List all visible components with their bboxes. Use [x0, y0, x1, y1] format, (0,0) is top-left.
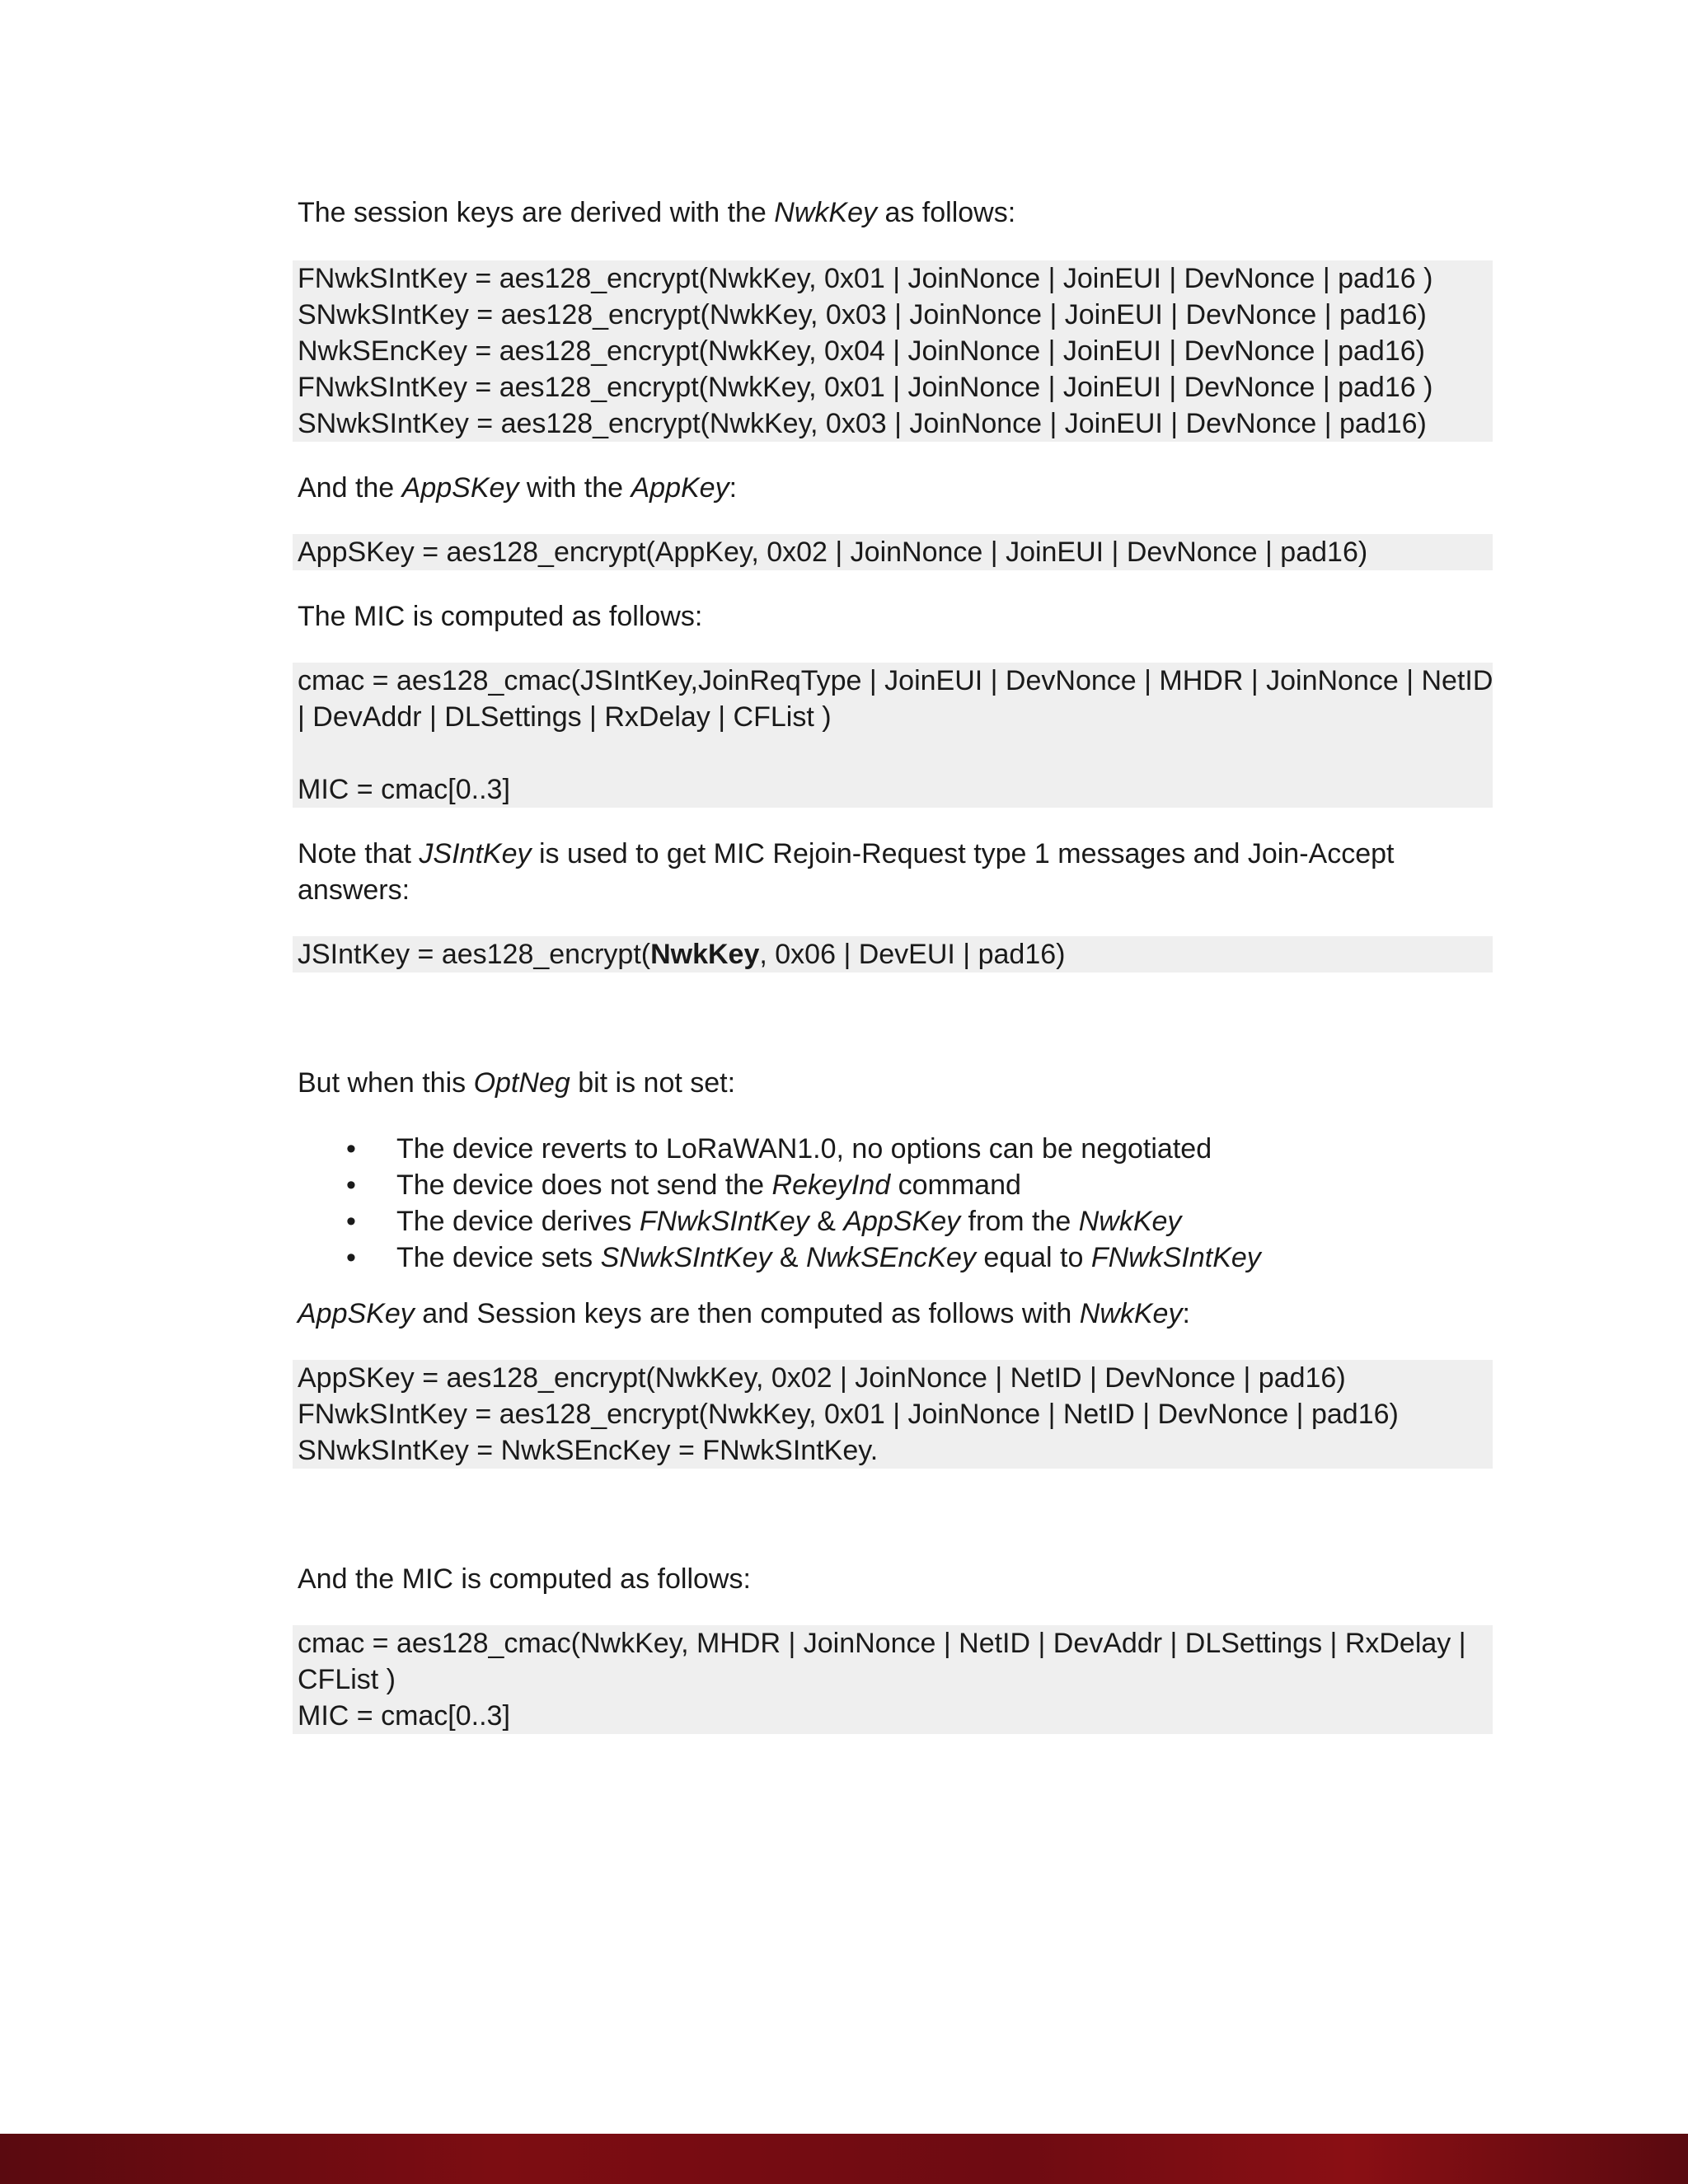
- bullet-text: The device sets: [396, 1242, 601, 1273]
- code-line: cmac = aes128_cmac(JSIntKey,JoinReqType | JoinEUI | DevNonce | MHDR | JoinNonce | NetID: [298, 665, 1493, 696]
- code-line: AppSKey = aes128_encrypt(NwkKey, 0x02 | JoinNonce | NetID | DevNonce | pad16): [298, 1362, 1346, 1394]
- list-item: [298, 1203, 1493, 1240]
- optneg-keys-code-block: [293, 1360, 1493, 1469]
- code-line: SNwkSIntKey = aes128_encrypt(NwkKey, 0x03 | JoinNonce | JoinEUI | DevNonce | pad16): [298, 408, 1427, 439]
- mic2-code-block: [293, 1625, 1493, 1734]
- jsintkey-note: [298, 836, 1451, 908]
- mic-intro: The MIC is computed as follows:: [298, 601, 703, 632]
- bullet-snwksintkey: SNwkSIntKey: [600, 1242, 772, 1273]
- jsintkey-note-text-1: Note that: [298, 838, 420, 869]
- list-item: [298, 1131, 1493, 1167]
- appskey-intro-text-3: :: [729, 472, 738, 504]
- code-line: cmac = aes128_cmac(NwkKey, MHDR | JoinNonce | NetID | DevAddr | DLSettings | RxDelay |: [298, 1628, 1466, 1659]
- optneg-keys-text-2: :: [1182, 1298, 1190, 1329]
- optneg-intro-optneg: OptNeg: [473, 1067, 570, 1099]
- bullet-nwksenckey: NwkSEncKey: [806, 1242, 976, 1273]
- bullet-text: &: [809, 1206, 844, 1237]
- optneg-keys-nwkkey: NwkKey: [1079, 1298, 1183, 1329]
- optneg-keys-intro: [298, 1296, 1493, 1332]
- code-line: FNwkSIntKey = aes128_encrypt(NwkKey, 0x01 | JoinNonce | JoinEUI | DevNonce | pad16 ): [298, 372, 1433, 403]
- appskey-intro-appskey: AppSKey: [401, 472, 519, 504]
- jsintkey-pre: JSIntKey = aes128_encrypt(: [298, 939, 651, 970]
- list-item: [298, 1167, 1493, 1203]
- bullet-text: from the: [960, 1206, 1079, 1237]
- jsintkey-note-text-2: is used to get MIC Rejoin-Request type 1 messages and Join-Accept answers:: [298, 838, 1395, 906]
- code-line: AppSKey = aes128_encrypt(AppKey, 0x02 | JoinNonce | JoinEUI | DevNonce | pad16): [298, 537, 1368, 568]
- bullet-marker: •: [346, 1206, 356, 1237]
- bullet-text: The device reverts to LoRaWAN1.0, no options can be negotiated: [396, 1133, 1212, 1165]
- intro-nwkkey: NwkKey: [774, 197, 877, 228]
- code-line: SNwkSIntKey = aes128_encrypt(NwkKey, 0x03 | JoinNonce | JoinEUI | DevNonce | pad16): [298, 299, 1427, 330]
- bullet-appskey: AppSKey: [843, 1206, 961, 1237]
- optneg-intro-text-1: But when this: [298, 1067, 474, 1099]
- optneg-intro: [298, 1065, 1493, 1101]
- jsintkey-code-block: [293, 936, 1493, 972]
- mic2-intro: And the MIC is computed as follows:: [298, 1563, 751, 1595]
- bullet-text: The device derives: [396, 1206, 640, 1237]
- code-line: MIC = cmac[0..3]: [298, 774, 510, 805]
- intro-text-1: The session keys are derived with the: [298, 197, 775, 228]
- footer-bar: [0, 2134, 1688, 2184]
- document-page: [298, 194, 1493, 1734]
- blank-line: [298, 735, 1493, 771]
- appskey-code-block: [293, 534, 1493, 570]
- bullet-text: The device does not send the: [396, 1169, 772, 1201]
- optneg-intro-text-2: bit is not set:: [570, 1067, 736, 1099]
- bullet-nwkkey: NwkKey: [1078, 1206, 1182, 1237]
- bullet-fnwksintkey-2: FNwkSIntKey: [1090, 1242, 1261, 1273]
- appskey-intro-text-1: And the: [298, 472, 402, 504]
- code-line: SNwkSIntKey = NwkSEncKey = FNwkSIntKey.: [298, 1435, 879, 1466]
- bullet-fnwksintkey: FNwkSIntKey: [639, 1206, 809, 1237]
- bullet-text: command: [890, 1169, 1021, 1201]
- code-line: | DevAddr | DLSettings | RxDelay | CFList ): [298, 701, 832, 733]
- jsintkey-nwkkey-bold: NwkKey: [650, 939, 760, 970]
- jsintkey-note-jsintkey: JSIntKey: [419, 838, 532, 869]
- session-keys-code-block: [293, 260, 1493, 442]
- code-line: CFList ): [298, 1664, 396, 1695]
- code-line: MIC = cmac[0..3]: [298, 1700, 510, 1732]
- bullet-text: equal to: [975, 1242, 1091, 1273]
- optneg-bullet-list: [298, 1131, 1493, 1276]
- optneg-keys-appskey: AppSKey: [298, 1298, 415, 1329]
- bullet-text: &: [771, 1242, 806, 1273]
- appskey-intro: [298, 470, 1493, 506]
- code-line: FNwkSIntKey = aes128_encrypt(NwkKey, 0x01 | JoinNonce | JoinEUI | DevNonce | pad16 ): [298, 263, 1433, 294]
- optneg-keys-text-1: and Session keys are then computed as follows with: [414, 1298, 1080, 1329]
- mic-code-block: [293, 663, 1493, 808]
- bullet-marker: •: [346, 1169, 356, 1201]
- appskey-intro-text-2: with the: [518, 472, 631, 504]
- bullet-marker: •: [346, 1242, 356, 1273]
- intro-text-2: as follows:: [877, 197, 1016, 228]
- code-line: NwkSEncKey = aes128_encrypt(NwkKey, 0x04 | JoinNonce | JoinEUI | DevNonce | pad16): [298, 335, 1425, 367]
- code-line: [298, 936, 1493, 972]
- jsintkey-post: , 0x06 | DevEUI | pad16): [759, 939, 1066, 970]
- session-keys-intro: [298, 194, 1493, 231]
- appskey-intro-appkey: AppKey: [631, 472, 729, 504]
- list-item: [298, 1240, 1493, 1276]
- code-line: FNwkSIntKey = aes128_encrypt(NwkKey, 0x01 | JoinNonce | NetID | DevNonce | pad16): [298, 1399, 1399, 1430]
- bullet-rekeyind: RekeyInd: [771, 1169, 891, 1201]
- bullet-marker: •: [346, 1133, 356, 1165]
